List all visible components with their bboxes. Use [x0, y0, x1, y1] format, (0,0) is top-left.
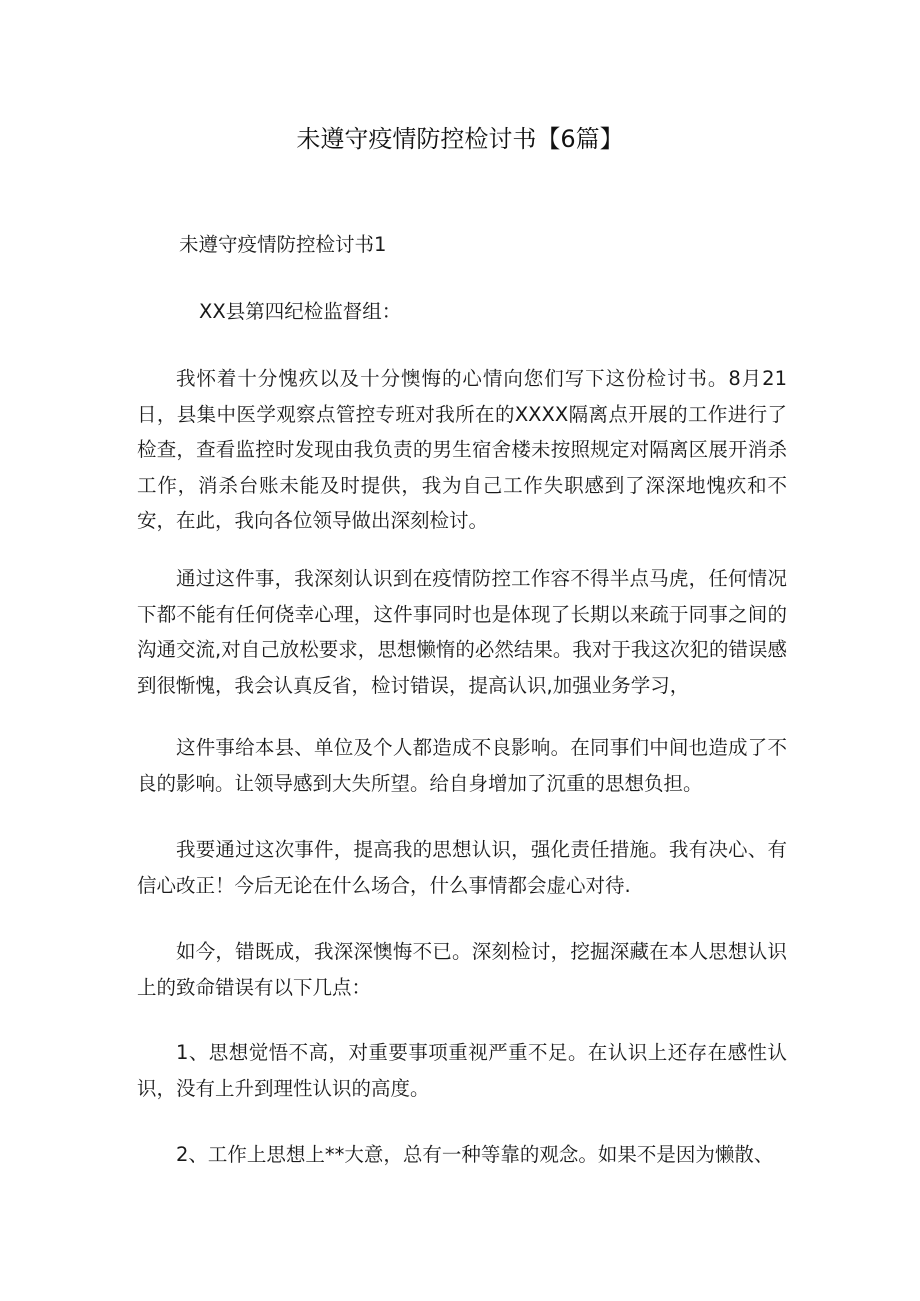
paragraph-5: 如今，错既成，我深深懊悔不已。深刻检讨，挖掘深藏在本人思想认识上的致命错误有以下几点： — [137, 940, 787, 999]
paragraph-2: 通过这件事，我深刻认识到在疫情防控工作容不得半点马虎，任何情况下都不能有任何侥幸心理，这件事同时也是体现了长期以来疏于同事之间的沟通交流,对自己放松要求，思想懒惰的必然结果。我对于我这次犯的错误感到很惭愧，我会认真反省，检讨错误，提高认识,加强业务学习， — [137, 567, 787, 697]
paragraph-3: 这件事给本县、单位及个人都造成不良影响。在同事们中间也造成了不良的影响。让领导感到大失所望。给自身增加了沉重的思想负担。 — [137, 736, 787, 795]
document-title: 未遵守疫情防控检讨书【6篇】 — [296, 125, 624, 153]
paragraph-6: 1、思想觉悟不高，对重要事项重视严重不足。在认识上还存在感性认识，没有上升到理性认识的高度。 — [137, 1041, 787, 1100]
salutation: XX县第四纪检监督组： — [199, 300, 402, 323]
paragraph-7: 2、工作上思想上**大意，总有一种等靠的观念。如果不是因为懒散、 — [176, 1143, 774, 1166]
paragraph-4: 我要通过这次事件，提高我的思想认识，强化责任措施。我有决心、有信心改正！今后无论在什么场合，什么事情都会虚心对待. — [137, 838, 787, 897]
section-heading: 未遵守疫情防控检讨书1 — [179, 233, 387, 256]
paragraph-1: 我怀着十分愧疚以及十分懊悔的心情向您们写下这份检讨书。8月21日，县集中医学观察点管控专班对我所在的XXXX隔离点开展的工作进行了检查，查看监控时发现由我负责的男生宿舍楼未按照规定对隔离区展开消杀工作，消杀台账未能及时提供，我为自己工作失职感到了深深地愧疚和不安，在此，我向各位领导做出深刻检讨。 — [137, 367, 787, 532]
